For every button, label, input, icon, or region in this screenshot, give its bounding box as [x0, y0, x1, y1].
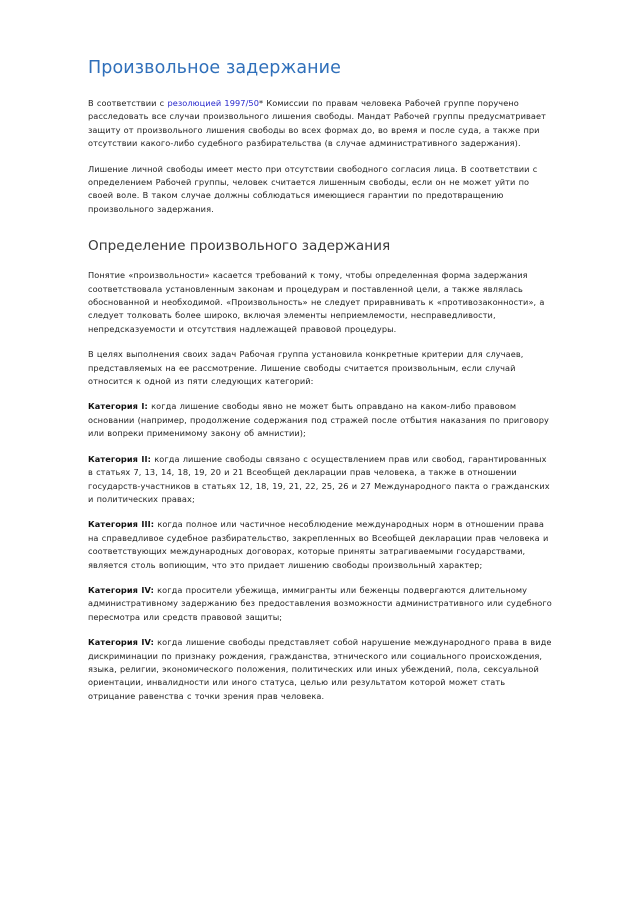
category-text: когда лишение свободы связано с осуществлением прав или свобод, гарантированных в статьях 7, 13, 14, 18, 19, 20 и 21 Всеобщей декларации прав человека, а также в отношении государств-участников в статьях 12, 18, 19, 21, 22, 25, 26 и 27 Международного пакта о гражданских и политических правах; [88, 453, 550, 504]
category-item [88, 636, 554, 703]
category-item [88, 400, 554, 440]
intro-paragraph-2: Лишение личной свободы имеет место при отсутствии свободного согласия лица. В соответствии с определением Рабочей группы, человек считается лишенным свободы, если он не может уйти по своей воле. В таком случае должны соблюдаться имеющиеся гарантии по предотвращению произвольного задержания. [88, 163, 538, 214]
category-label: Категория III: [88, 519, 155, 530]
category-label: Категория IV: [88, 584, 154, 595]
category-item [88, 584, 554, 624]
category-item [88, 453, 554, 507]
category-text: когда лишение свободы явно не может быть оправдано на каком-либо правовом основании (например, продолжение содержания под стражей после отбытия наказания по приговору или вопреки применимому закону об амнистии); [88, 401, 549, 439]
definition-paragraph-1: Понятие «произвольности» касается требований к тому, чтобы определенная форма задержания соответствовала установленным законам и процедурам и поставленной цели, а также являлась обоснованной и необходимой. «Произвольность» не следует приравнивать к «противозаконности», а следует толковать более широко, включая элементы неприемлемости, несправедливости, непредсказуемости и отсутствия надлежащей правовой процедуры. [88, 270, 545, 334]
resolution-link[interactable]: резолюцией 1997/50 [167, 98, 259, 108]
category-label: Категория II: [88, 453, 152, 464]
category-text: когда лишение свободы представляет собой нарушение международного права в виде дискриминации по признаку рождения, гражданства, этнического или социального происхождения, языка, религии, экономического положения, политических или иных убеждений, пола, сексуальной ориентации, инвалидности или иного статуса, целью или результатом которой может стать отрицание равенства с точки зрения прав человека. [88, 637, 552, 701]
category-label: Категория IV: [88, 637, 154, 648]
definition-paragraph-2: В целях выполнения своих задач Рабочая группа установила конкретные критерии для случаев, представляемых на ее рассмотрение. Лишение свободы считается произвольным, если случай относится к одной из пяти следующих категорий: [88, 349, 524, 387]
category-text: когда просители убежища, иммигранты или беженцы подвергаются длительному административному задержанию без предоставления возможности административного или судебного пересмотра или средств правовой защиты; [88, 584, 552, 622]
category-text: когда полное или частичное несоблюдение международных норм в отношении права на справедливое судебное разбирательство, закрепленных во Всеобщей декларации прав человека и соответствующих международных договорах, которые приняты затрагиваемыми государствами, является столь вопиющим, что это придает лишению свободы произвольный характер; [88, 519, 549, 570]
section-heading-definition: Определение произвольного задержания [88, 238, 391, 255]
page-title: Произвольное задержание [88, 58, 342, 78]
category-item [88, 518, 554, 572]
category-label: Категория I: [88, 401, 148, 412]
intro-text-after-link: * Комиссии по правам человека Рабочей группе поручено расследовать все случаи произвольного лишения свободы. Мандат Рабочей группы предусматривает защиту от произвольного лишения свободы во всех формах до, во время и после суда, а также при отсутствии какого-либо судебного разбирательства (в случае административного задержания). [88, 98, 546, 149]
intro-text-before-link: В соответствии с [88, 98, 168, 108]
intro-paragraph-1 [88, 97, 554, 151]
